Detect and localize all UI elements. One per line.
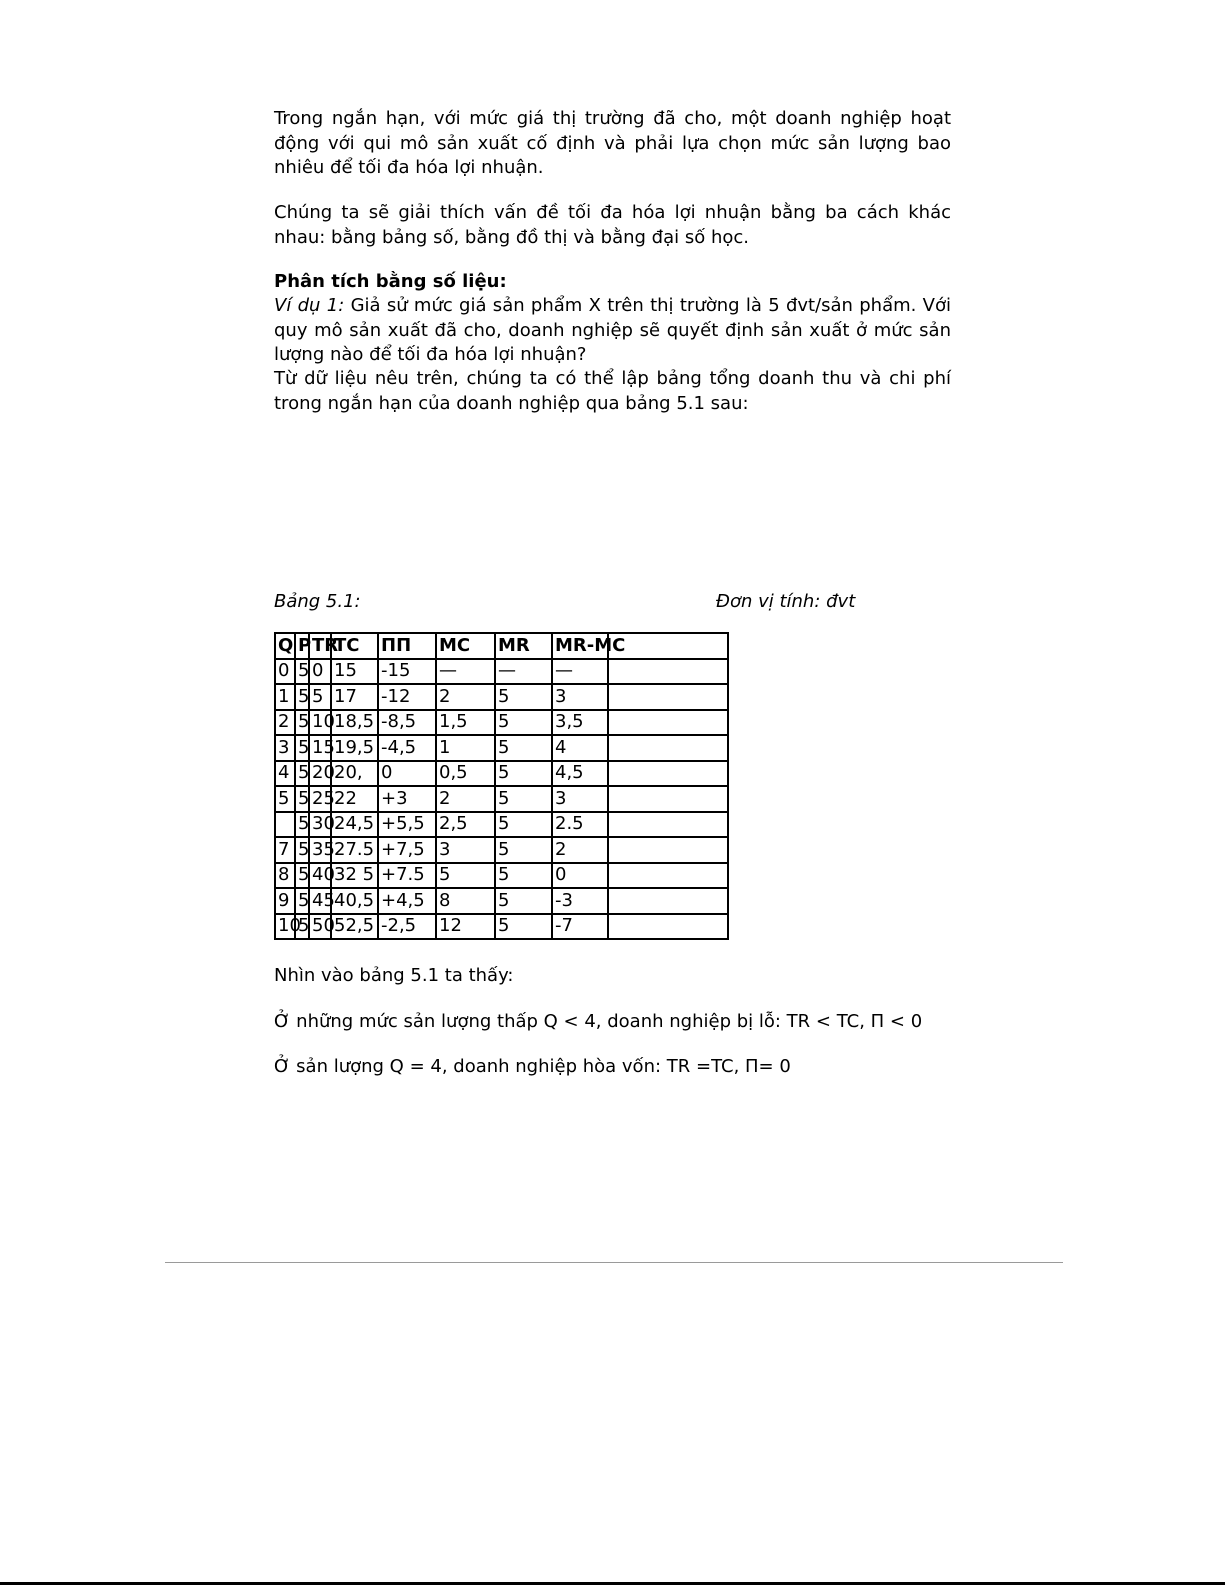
table-cell: 22	[331, 786, 378, 812]
table-cell-empty	[608, 710, 728, 736]
table-cell: 5	[295, 863, 309, 889]
table-cell: 5	[295, 914, 309, 940]
table-cell: 4,5	[552, 761, 608, 787]
table-cell-empty	[608, 914, 728, 940]
table-cell: 12	[436, 914, 495, 940]
table-cell	[275, 812, 295, 838]
table-header-cell: MC	[436, 633, 495, 659]
table-row	[275, 735, 728, 761]
table-row	[275, 684, 728, 710]
table-header-cell: MR-MC	[552, 633, 608, 659]
table-cell: —	[436, 659, 495, 685]
table-cell: 5	[495, 761, 552, 787]
table-cell: 5	[495, 735, 552, 761]
table-cell: -8,5	[378, 710, 436, 736]
table-cell: 5	[295, 812, 309, 838]
table-cell: +7.5	[378, 863, 436, 889]
table-cell: 5	[495, 710, 552, 736]
table-cell: 3	[436, 837, 495, 863]
table-cell: 5	[295, 888, 309, 914]
paragraph-methods: Chúng ta sẽ giải thích vấn đề tối đa hóa lợi nhuận bằng ba cách khác nhau: bằng bảng số, bằng đồ thị và bằng đại số học.	[274, 202, 951, 248]
table-header-cell	[608, 633, 728, 659]
table-cell: 19,5	[331, 735, 378, 761]
table-cell: 0	[275, 659, 295, 685]
paragraph-loss: Ở những mức sản lượng thấp Q < 4, doanh nghiệp bị lỗ: TR < TC, Π < 0	[274, 1011, 923, 1032]
table-cell: -12	[378, 684, 436, 710]
table-caption: Bảng 5.1:	[274, 591, 361, 612]
table-cell: 25	[309, 786, 331, 812]
table-cell: 5	[275, 786, 295, 812]
table-cell: 5	[436, 863, 495, 889]
table-cell: 0,5	[436, 761, 495, 787]
table-cell: 10	[309, 710, 331, 736]
table-cell: 7	[275, 837, 295, 863]
table-header-cell: MR	[495, 633, 552, 659]
table-cell-empty	[608, 837, 728, 863]
table-cell: 0	[378, 761, 436, 787]
paragraph-observation: Nhìn vào bảng 5.1 ta thấy:	[274, 965, 514, 986]
table-cell: 1	[436, 735, 495, 761]
table-cell: 4	[275, 761, 295, 787]
table-cell: —	[552, 659, 608, 685]
table-cell: -4,5	[378, 735, 436, 761]
table-header-cell: Q	[275, 633, 295, 659]
table-cell: 8	[436, 888, 495, 914]
table-cell: —	[495, 659, 552, 685]
table-cell: 2	[552, 837, 608, 863]
example-label: Ví dụ 1:	[274, 295, 345, 316]
table-cell: 40,5	[331, 888, 378, 914]
table-header-cell: TR	[309, 633, 331, 659]
table-cell-empty	[608, 735, 728, 761]
table-cell: 2	[275, 710, 295, 736]
table-cell: 5	[295, 684, 309, 710]
table-cell: 5	[495, 837, 552, 863]
table-cell: 5	[295, 761, 309, 787]
table-cell: +4,5	[378, 888, 436, 914]
table-cell: 9	[275, 888, 295, 914]
table-cell: 10	[275, 914, 295, 940]
table-row	[275, 837, 728, 863]
table-cell: 17	[331, 684, 378, 710]
table-cell: 5	[495, 812, 552, 838]
table-cell: 1,5	[436, 710, 495, 736]
table-cell: 3,5	[552, 710, 608, 736]
table-cell: 1	[275, 684, 295, 710]
table-cell: 5	[495, 888, 552, 914]
table-header-cell: P	[295, 633, 309, 659]
table-cell-empty	[608, 659, 728, 685]
table-cell-empty	[608, 761, 728, 787]
table-cell: 45	[309, 888, 331, 914]
table-unit-label: Đơn vị tính: đvt	[716, 591, 856, 612]
table-row	[275, 761, 728, 787]
table-cell: 32 5	[331, 863, 378, 889]
table-row	[275, 863, 728, 889]
table-cell: -2,5	[378, 914, 436, 940]
data-table	[274, 632, 729, 940]
table-cell: 40	[309, 863, 331, 889]
table-cell: 3	[275, 735, 295, 761]
table-cell: 5	[495, 863, 552, 889]
paragraph-breakeven: Ở sản lượng Q = 4, doanh nghiệp hòa vốn: TR =TC, Π= 0	[274, 1056, 791, 1077]
table-cell: 4	[552, 735, 608, 761]
table-header-row	[275, 633, 728, 659]
table-cell: -3	[552, 888, 608, 914]
table-cell: 20	[309, 761, 331, 787]
table-cell-empty	[608, 863, 728, 889]
paragraph-example	[274, 294, 951, 368]
table-cell: 24,5	[331, 812, 378, 838]
table-cell: 5	[295, 837, 309, 863]
table-cell: 30	[309, 812, 331, 838]
table-cell: 52,5	[331, 914, 378, 940]
table-cell: 2,5	[436, 812, 495, 838]
table-cell: 50	[309, 914, 331, 940]
table-cell: 0	[552, 863, 608, 889]
table-cell: 5	[295, 786, 309, 812]
table-cell: -15	[378, 659, 436, 685]
table-cell: 5	[495, 684, 552, 710]
table-row	[275, 914, 728, 940]
table-row	[275, 659, 728, 685]
table-cell: 5	[495, 786, 552, 812]
table-row	[275, 786, 728, 812]
example-text: Giả sử mức giá sản phẩm X trên thị trường là 5 đvt/sản phẩm. Với quy mô sản xuất đã cho, doanh nghiệp sẽ quyết định sản xuất ở mức sản lượng nào để tối đa hóa lợi nhuận?	[274, 295, 952, 365]
table-cell: 2	[436, 786, 495, 812]
table-cell: 5	[295, 659, 309, 685]
table-cell: 3	[552, 684, 608, 710]
table-row	[275, 812, 728, 838]
table-cell-empty	[608, 786, 728, 812]
table-header-cell: TC	[331, 633, 378, 659]
table-cell: 15	[309, 735, 331, 761]
table-cell: 5	[309, 684, 331, 710]
table-cell: 18,5	[331, 710, 378, 736]
table-row	[275, 710, 728, 736]
table-cell: 8	[275, 863, 295, 889]
table-header-cell: ΠΠ	[378, 633, 436, 659]
table-cell: 27.5	[331, 837, 378, 863]
table-cell: 5	[295, 735, 309, 761]
table-cell: 20,	[331, 761, 378, 787]
table-cell: +7,5	[378, 837, 436, 863]
table-row	[275, 888, 728, 914]
table-cell: +5,5	[378, 812, 436, 838]
table-cell-empty	[608, 812, 728, 838]
paragraph-table-intro: Từ dữ liệu nêu trên, chúng ta có thể lập bảng tổng doanh thu và chi phí trong ngắn hạn của doanh nghiệp qua bảng 5.1 sau:	[274, 368, 951, 414]
table-cell: -7	[552, 914, 608, 940]
table-cell: 35	[309, 837, 331, 863]
table-cell: 5	[495, 914, 552, 940]
table-cell-empty	[608, 684, 728, 710]
footer-divider	[165, 1262, 1063, 1263]
table-cell: 2	[436, 684, 495, 710]
table-cell: 3	[552, 786, 608, 812]
table-cell: +3	[378, 786, 436, 812]
table-cell: 5	[295, 710, 309, 736]
table-cell: 2.5	[552, 812, 608, 838]
table-cell: 15	[331, 659, 378, 685]
section-heading: Phân tích bằng số liệu:	[274, 271, 507, 292]
paragraph-intro: Trong ngắn hạn, với mức giá thị trường đã cho, một doanh nghiệp hoạt động với qui mô sản xuất cố định và phải lựa chọn mức sản lượng bao nhiêu để tối đa hóa lợi nhuận.	[274, 108, 951, 178]
table-cell: 0	[309, 659, 331, 685]
table-cell-empty	[608, 888, 728, 914]
